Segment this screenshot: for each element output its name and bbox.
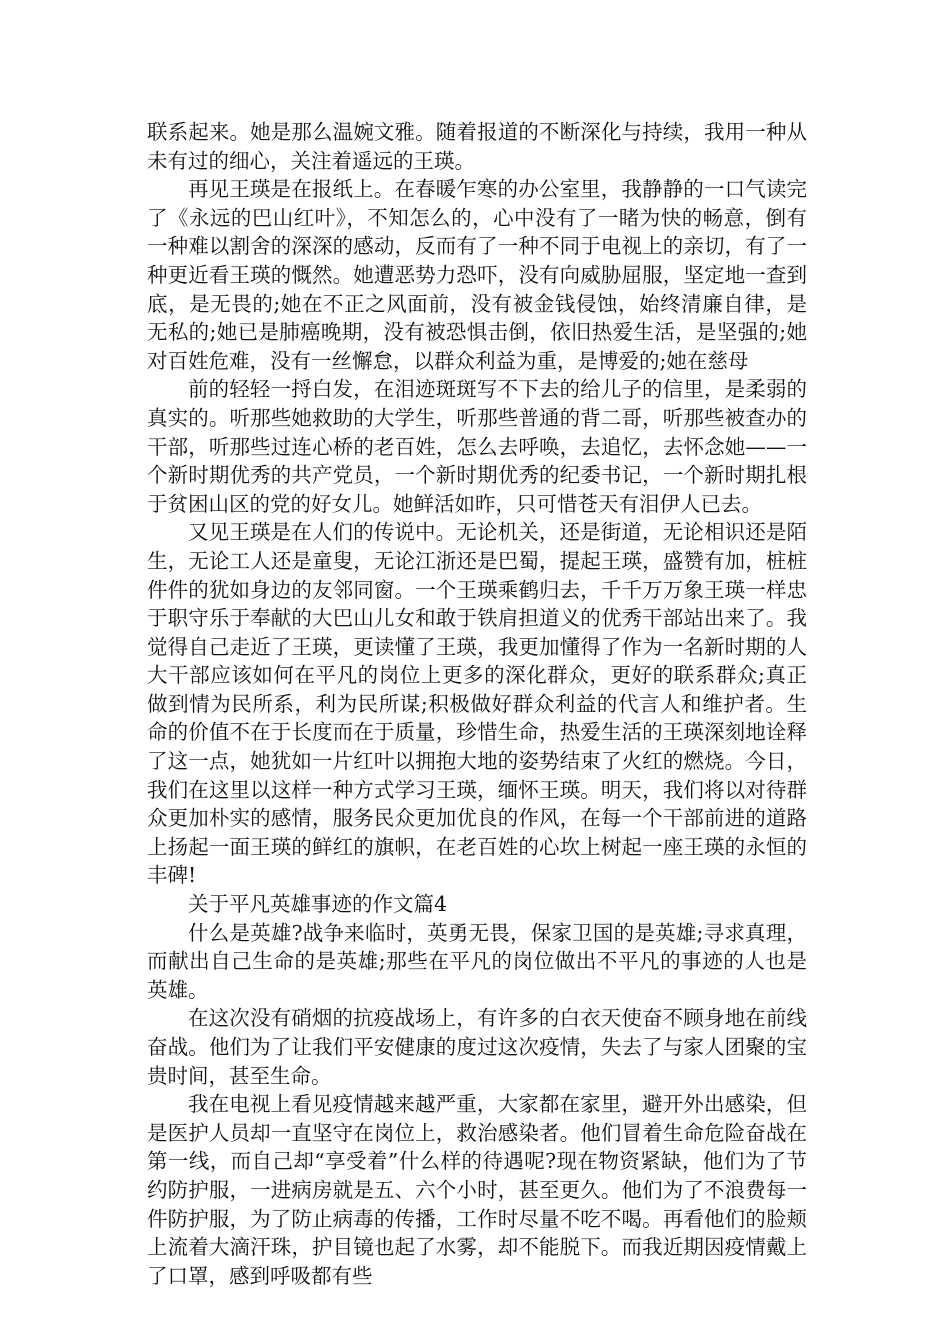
- paragraph-2: 再见王瑛是在报纸上。在春暖乍寒的办公室里，我静静的一口气读完了《永远的巴山红叶》，不知怎么的，心中没有了一睹为快的畅意，倒有一种难以割舍的深深的感动，反而有了一种不同于电视上的亲切，有了一种更近看王瑛的慨然。她遭恶势力恐吓，没有向威胁屈服，坚定地一查到底，是无畏的;她在不正之风面前，没有被金钱侵蚀，始终清廉自律，是无私的;她已是肺癌晚期，没有被恐惧击倒，依旧热爱生活，是坚强的;她对百姓危难，没有一丝懈怠，以群众利益为重，是博爱的;她在慈母: [147, 177, 807, 373]
- paragraph-6: 在这次没有硝烟的抗疫战场上，有许多的白衣天使奋不顾身地在前线奋战。他们为了让我们平安健康的度过这次疫情，失去了与家人团聚的宝贵时间，甚至生命。: [147, 1006, 807, 1088]
- paragraph-4: 又见王瑛是在人们的传说中。无论机关，还是街道，无论相识还是陌生，无论工人还是童叟，无论江浙还是巴蜀，提起王瑛，盛赞有加，桩桩件件的犹如身边的友邻同窗。一个王瑛乘鹤归去，千千万万象王瑛一样忠于职守乐于奉献的大巴山儿女和敢于铁肩担道义的优秀干部站出来了。我觉得自己走近了王瑛，更读懂了王瑛，我更加懂得了作为一名新时期的人大干部应该如何在平凡的岗位上更多的深化群众，更好的联系群众;真正做到情为民所系，利为民所谋;积极做好群众利益的代言人和维护者。生命的价值不在于长度而在于质量，珍惜生命，热爱生活的王瑛深刻地诠释了这一点，她犹如一片红叶以拥抱大地的姿势结束了火红的燃烧。今日，我们在这里以这样一种方式学习王瑛，缅怀王瑛。明天，我们将以对待群众更加朴实的感情，服务民众更加优良的作风，在每一个干部前进的道路上扬起一面王瑛的鲜红的旗帜，在老百姓的心坎上树起一座王瑛的永恒的丰碑!: [147, 520, 807, 888]
- paragraph-5: 什么是英雄?战争来临时，英勇无畏，保家卫国的是英雄;寻求真理，而献出自己生命的是英雄;那些在平凡的岗位做出不平凡的事迹的人也是英雄。: [147, 920, 807, 1002]
- document-page: [147, 118, 807, 1290]
- section-heading: 关于平凡英雄事迹的作文篇4: [188, 892, 448, 917]
- paragraph-7: 我在电视上看见疫情越来越严重，大家都在家里，避开外出感染，但是医护人员却一直坚守在岗位上，救治感染者。他们冒着生命危险奋战在第一线，而自己却“享受着”什么样的待遇呢?现在物资紧缺，他们为了节约防护服，一进病房就是五、六个小时，甚至更久。他们为了不浪费每一件防护服，为了防止病毒的传播，工作时尽量不吃不喝。再看他们的脸颊上流着大滴汗珠，护目镜也起了水雾，却不能脱下。而我近期因疫情戴上了口罩，感到呼吸都有些: [147, 1092, 807, 1288]
- paragraph-3: 前的轻轻一捋白发，在泪迹斑斑写不下去的给儿子的信里，是柔弱的真实的。听那些她救助的大学生，听那些普通的背二哥，听那些被查办的干部，听那些过连心桥的老百姓，怎么去呼唤，去追忆，去怀念她——一个新时期优秀的共产党员，一个新时期优秀的纪委书记，一个新时期扎根于贫困山区的党的好女儿。她鲜活如昨，只可惜苍天有泪伊人已去。: [147, 377, 807, 516]
- paragraph-1: 联系起来。她是那么温婉文雅。随着报道的不断深化与持续，我用一种从未有过的细心，关注着遥远的王瑛。: [147, 120, 807, 173]
